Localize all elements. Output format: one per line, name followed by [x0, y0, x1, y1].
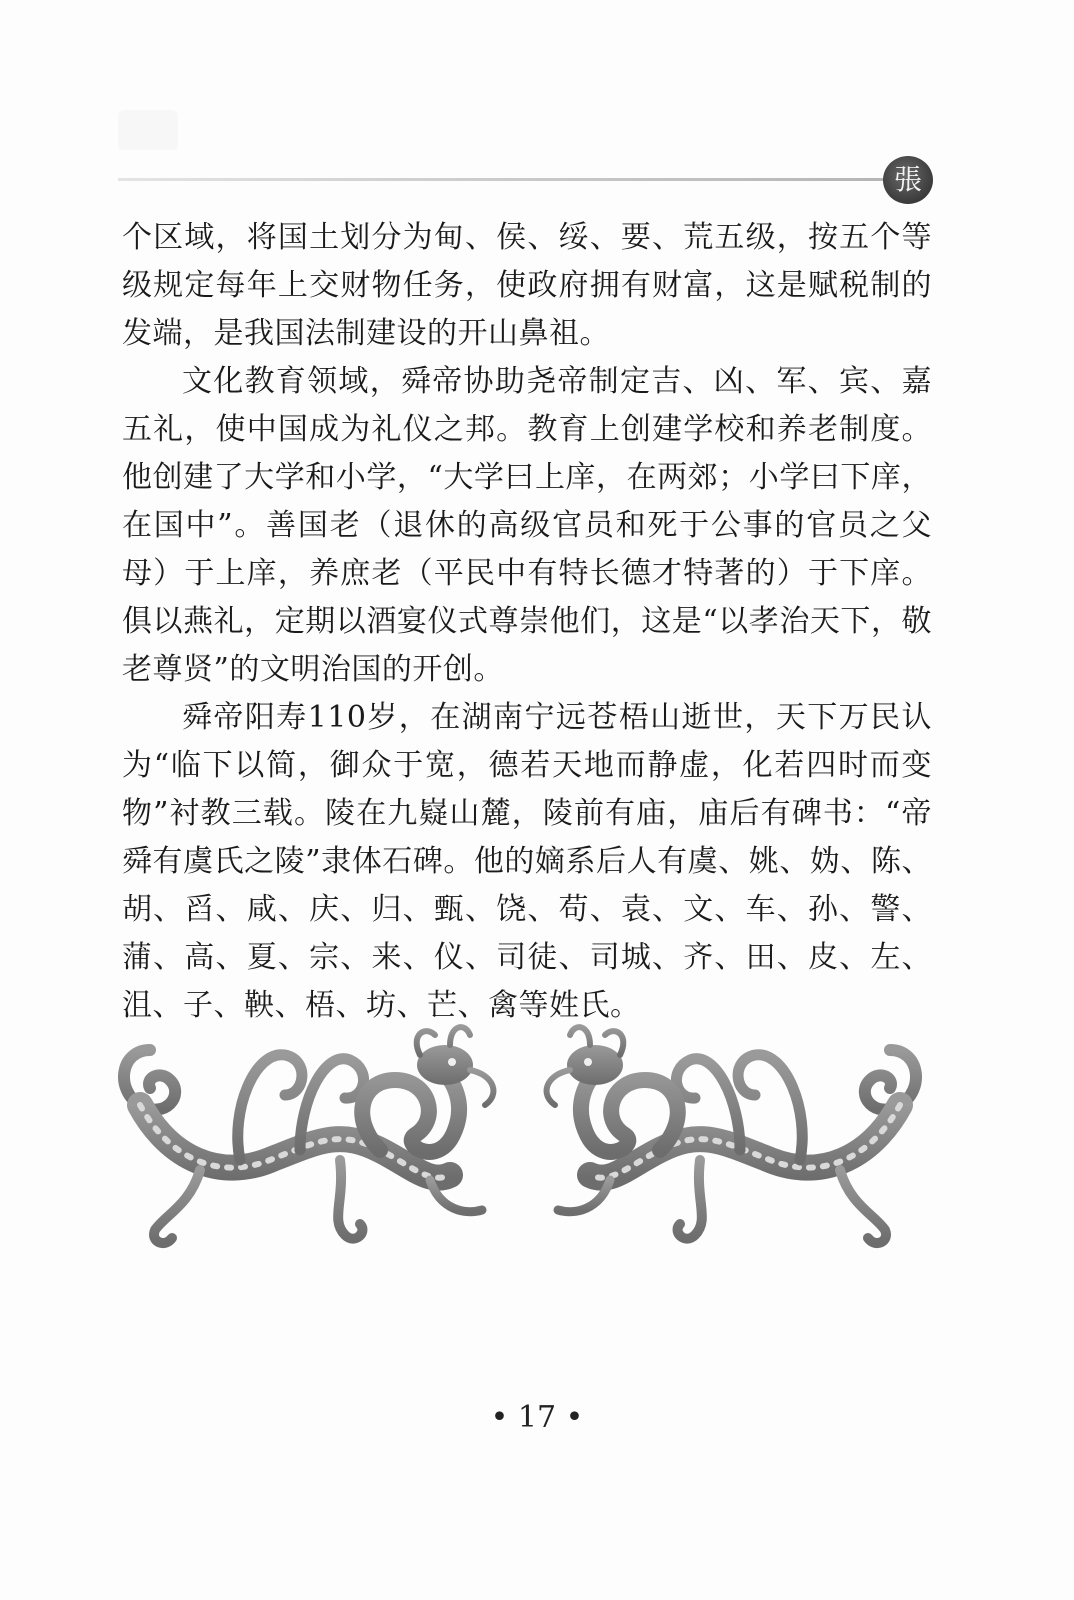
twin-dragon-ornament-icon	[110, 1010, 930, 1270]
paragraph-1: 个区域，将国土划分为甸、侯、绥、要、荒五级，按五个等级规定每年上交财物任务，使政府拥有财富，这是赋税制的发端，是我国法制建设的开山鼻祖。	[122, 220, 932, 351]
zhang-seal-icon: 張	[883, 156, 933, 204]
body-text	[122, 214, 932, 1030]
paragraph-3: 舜帝阳寿110岁，在湖南宁远苍梧山逝世，天下万民认为“临下以简，御众于宽，德若天地而静虚，化若四时而变物”衬教三载。陵在九嶷山麓，陵前有庙，庙后有碑书：“帝舜有虞氏之陵”隶体石碑。他的嫡系后人有虞、姚、妫、陈、胡、舀、咸、庆、归、甄、饶、苟、袁、文、车、孙、警、蒲、高、夏、宗、来、仪、司徒、司城、齐、田、皮、左、沮、子、鞅、梧、坊、芒、禽等姓氏。	[122, 700, 932, 1023]
header-decoration	[118, 110, 178, 150]
header-rule	[118, 178, 888, 181]
page-number: • 17 •	[490, 1400, 584, 1435]
paragraph-2: 文化教育领域，舜帝协助尧帝制定吉、凶、军、宾、嘉五礼，使中国成为礼仪之邦。教育上创建学校和养老制度。他创建了大学和小学，“大学曰上庠，在两郊；小学曰下庠，在国中”。善国老（退休的高级官员和死于公事的官员之父母）于上庠，养庶老（平民中有特长德才特著的）于下庠。俱以燕礼，定期以酒宴仪式尊崇他们，这是“以孝治天下，敬老尊贤”的文明治国的开创。	[122, 364, 932, 687]
